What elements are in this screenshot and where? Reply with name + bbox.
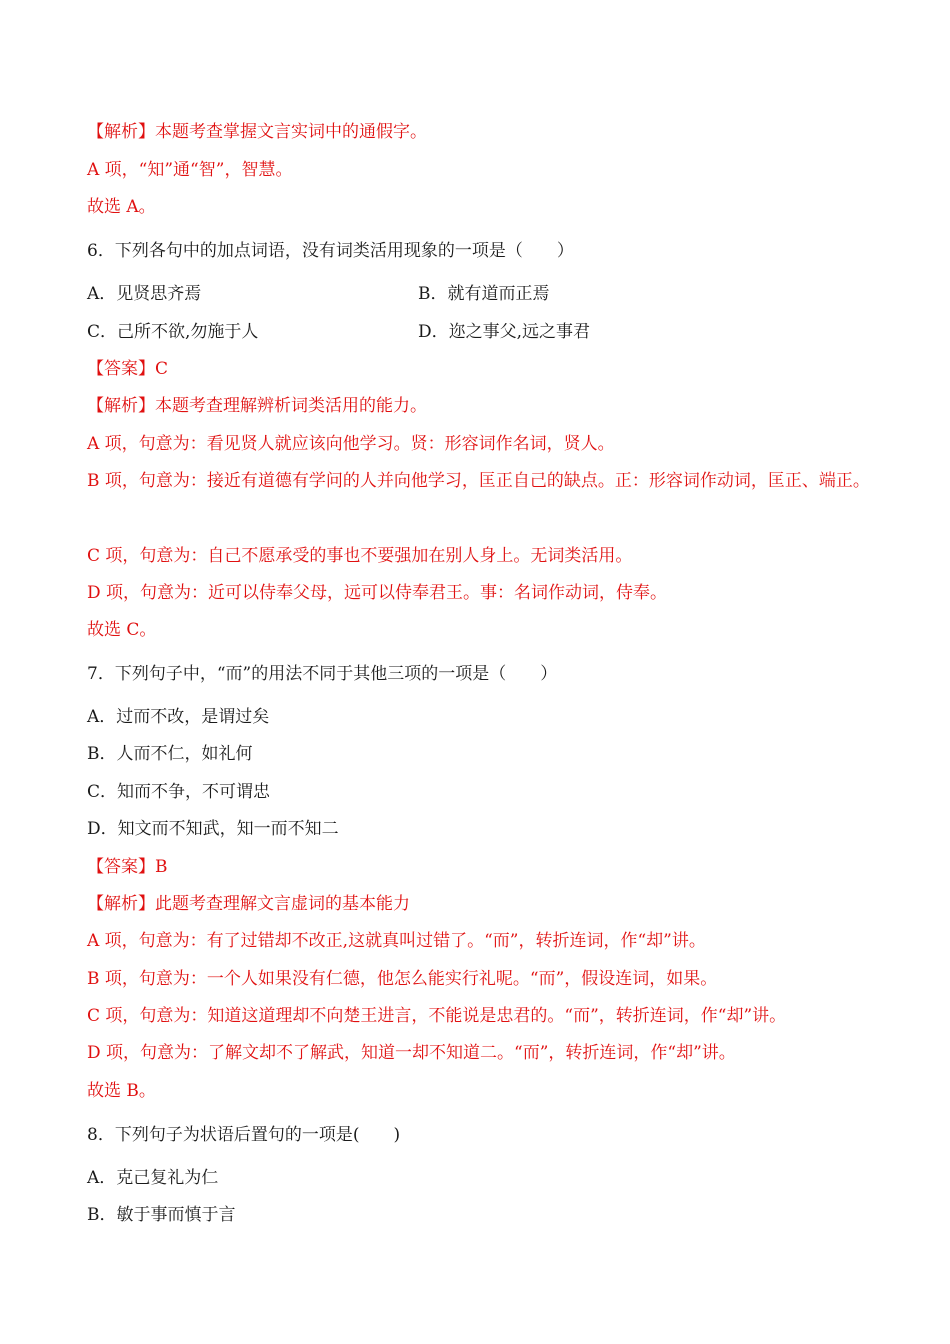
q6-option-b: B．就有道而正焉 — [418, 284, 550, 304]
q8-option-b: B．敏于事而慎于言 — [87, 1205, 236, 1225]
q7-option-d-explanation: D 项，句意为：了解文却不了解武，知道一却不知道二。“而”，转折连词，作“却”讲。 — [87, 1043, 736, 1063]
q6-stem: 6．下列各句中的加点词语，没有词类活用现象的一项是（ ） — [87, 241, 574, 261]
q6-conclusion: 故选 C。 — [87, 620, 157, 640]
q7-option-d: D．知文而不知武，知一而不知二 — [87, 819, 339, 839]
q7-analysis: 【解析】此题考查理解文言虚词的基本能力 — [87, 894, 410, 914]
q6-option-c: C．己所不欲,勿施于人 — [87, 322, 259, 342]
q6-answer: 【答案】C — [87, 359, 169, 379]
q6-option-a: A．见贤思齐焉 — [87, 284, 202, 304]
q6-option-b-explanation: B 项，句意为：接近有道德有学问的人并向他学习，匡正自己的缺点。正：形容词作动词，匡正、端正。 — [87, 471, 870, 491]
q5-conclusion: 故选 A。 — [87, 197, 156, 217]
q6-option-a-explanation: A 项，句意为：看见贤人就应该向他学习。贤：形容词作名词，贤人。 — [87, 434, 615, 454]
q7-option-a: A．过而不改，是谓过矣 — [87, 707, 270, 727]
q8-option-a: A．克己复礼为仁 — [87, 1168, 219, 1188]
q7-option-a-explanation: A 项，句意为：有了过错却不改正,这就真叫过错了。“而”，转折连词，作“却”讲。 — [87, 931, 706, 951]
q7-stem: 7．下列句子中，“而”的用法不同于其他三项的一项是（ ） — [87, 664, 558, 684]
q6-option-d-explanation: D 项，句意为：近可以侍奉父母，远可以侍奉君王。事：名词作动词，侍奉。 — [87, 583, 668, 603]
q7-answer: 【答案】B — [87, 857, 168, 877]
q7-conclusion: 故选 B。 — [87, 1081, 156, 1101]
q6-option-c-explanation: C 项，句意为：自己不愿承受的事也不要强加在别人身上。无词类活用。 — [87, 546, 633, 566]
q5-option-a-explanation: A 项，“知”通“智”，智慧。 — [87, 160, 293, 180]
q6-option-d: D．迩之事父,远之事君 — [418, 322, 591, 342]
q7-option-c-explanation: C 项，句意为：知道这道理却不向楚王进言，不能说是忠君的。“而”，转折连词，作“却”讲。 — [87, 1006, 787, 1026]
q8-stem: 8．下列句子为状语后置句的一项是( ) — [87, 1125, 401, 1145]
q7-option-b-explanation: B 项，句意为：一个人如果没有仁德，他怎么能实行礼呢。“而”，假设连词，如果。 — [87, 969, 718, 989]
q6-analysis: 【解析】本题考查理解辨析词类活用的能力。 — [87, 396, 427, 416]
q7-option-c: C．知而不争，不可谓忠 — [87, 782, 271, 802]
q5-analysis: 【解析】本题考查掌握文言实词中的通假字。 — [87, 122, 427, 142]
q7-option-b: B．人而不仁，如礼何 — [87, 744, 253, 764]
